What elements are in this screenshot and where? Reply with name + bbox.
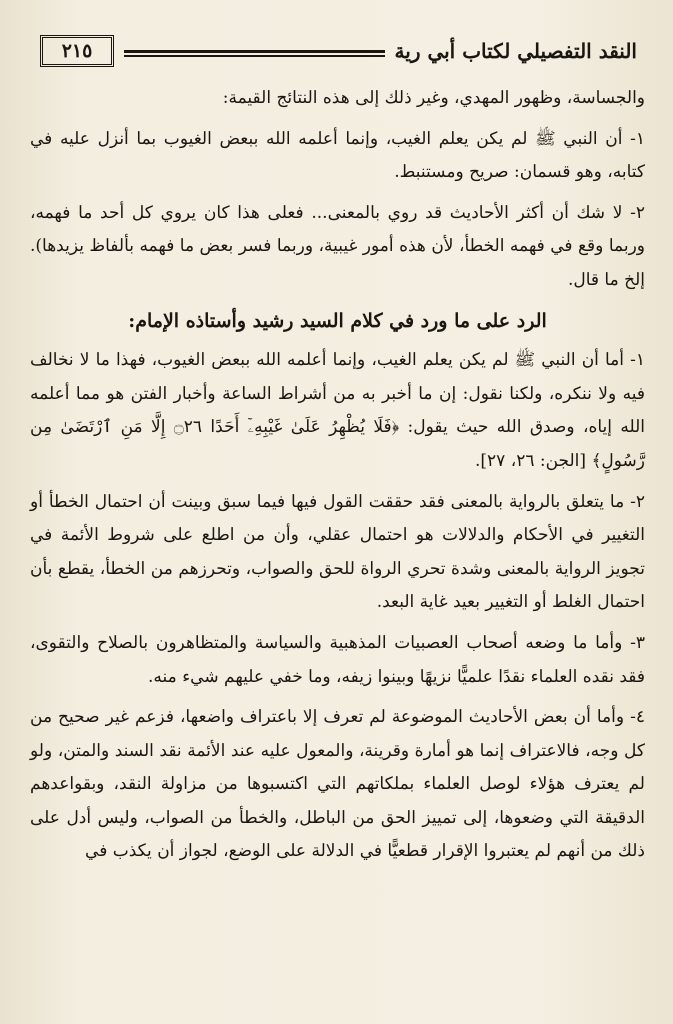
response-2: ٢- ما يتعلق بالرواية بالمعنى فقد حققت القول فيها فيما سبق وبينت أن احتمال الخطأ أو التغيير في الأحكام والدلالات هو احتمال عقلي، وأن من اطلع على شروط الأئمة في تجويز الرواية بالمعنى وشدة تحري الرواة للحق والصواب، وتحرزهم من الخطأ، يقطع بأن احتمال الغلط أو التغيير بعيد غاية البعد. xyxy=(30,491,645,613)
running-title: النقد التفصيلي لكتاب أبي رية xyxy=(394,39,637,63)
intro-paragraph: والجساسة، وظهور المهدي، وغير ذلك إلى هذه النتائج القيمة: xyxy=(222,88,645,108)
page-header xyxy=(40,28,649,74)
response-3: ٣- وأما ما وضعه أصحاب العصبيات المذهبية والسياسة والمتظاهرون بالصلاح والتقوى، فقد نقده العلماء نقدًا علميًّا نزيهًا وبينوا زيفه، وما خفي عليهم شيء منه. xyxy=(30,632,645,687)
response-1: ١- أما أن النبي ﷺ لم يكن يعلم الغيب، وإنما أعلمه الله ببعض الغيوب، فهذا ما لا نخالف فيه ولا ننكره، ولكنا نقول: إن ما أخبر به من أشراط الساعة وأخبار الفتن هو مما أعلمه الله إياه، وصدق الله حيث يقول: ﴿فَلَا يُظْهِرُ عَلَىٰ غَيْبِهِۦٓ أَحَدًا ۝٢٦ إِلَّا مَنِ ٱرْتَضَىٰ مِن رَّسُولٍ﴾ [الجن: ٢٦، ٢٧]. xyxy=(30,350,646,471)
conclusion-2: ٢- لا شك أن أكثر الأحاديث قد روي بالمعنى... فعلى هذا كان يروي كل أحد ما فهمه، وربما وقع في فهمه الخطأ، لأن هذه أمور غيبية، وربما فسر بعض ما فهمه بألفاظ يزيدها). إلخ ما قال. xyxy=(30,202,645,290)
section-heading: الرد على ما ورد في كلام السيد رشيد وأستاذه الإمام: xyxy=(128,309,547,332)
header-rule xyxy=(124,50,385,53)
conclusion-1: ١- أن النبي ﷺ لم يكن يعلم الغيب، وإنما أعلمه الله ببعض الغيوب بما أنزل عليه في كتابه، وهو قسمان: صريح ومستنبط. xyxy=(30,128,645,183)
page-number: ٢١٥ xyxy=(40,35,114,67)
response-4: ٤- وأما أن بعض الأحاديث الموضوعة لم تعرف إلا باعتراف واضعها، فزعم غير صحيح من كل وجه، فالاعتراف إنما هو أمارة وقرينة، والمعول عليه عند الأئمة نقد السند والمتن، ولو لم يعترف هؤلاء لوصل العلماء بملكاتهم التي اكتسبوها من مزاولة النقد، وبقواعدهم الدقيقة التي وضعوها، إلى تمييز الحق من الباطل، والخطأ من الصواب، وليس أدل على ذلك من أنهم لم يعتبروا الإقرار قطعيًّا في الدلالة على الوضع، لجواز أن يكذب في xyxy=(30,707,645,862)
page-body xyxy=(30,82,645,876)
